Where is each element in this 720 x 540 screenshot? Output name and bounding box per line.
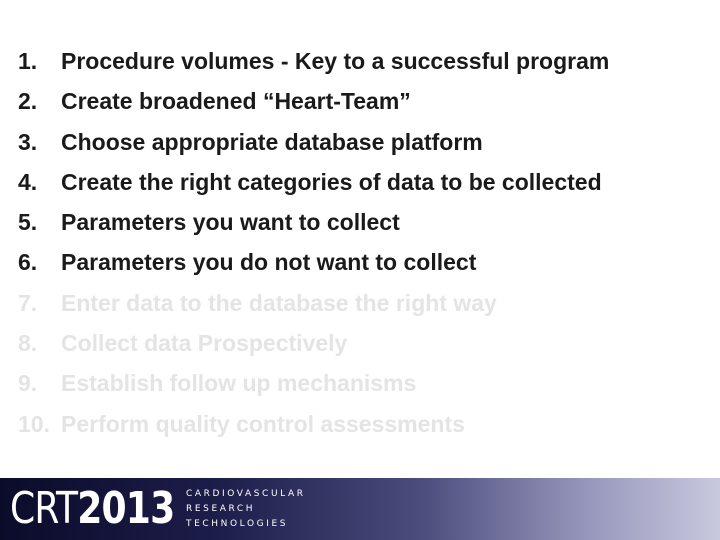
item-number: 8. <box>18 330 38 357</box>
item-text: Parameters you want to collect <box>61 209 400 236</box>
item-number: 10. <box>18 410 50 437</box>
item-number: 5. <box>18 209 38 236</box>
item-number: 1. <box>18 48 38 74</box>
item-number: 2. <box>18 88 38 115</box>
item-text: Procedure volumes - Key to a successful program <box>61 48 610 74</box>
list-item <box>18 129 708 169</box>
tagline <box>186 487 306 532</box>
item-text: Choose appropriate database platform <box>61 128 483 155</box>
list-item <box>18 290 708 330</box>
item-number: 7. <box>18 289 38 316</box>
list-item <box>18 88 708 128</box>
crt-logo <box>10 484 174 534</box>
list-item <box>18 48 708 88</box>
item-number: 3. <box>18 128 38 155</box>
item-text: Establish follow up mechanisms <box>61 370 417 397</box>
item-number: 6. <box>18 249 38 276</box>
tagline-line: RESEARCH <box>186 504 256 514</box>
item-text: Create the right categories of data to be collected <box>61 168 602 195</box>
list-item <box>18 209 708 249</box>
tagline-line: TECHNOLOGIES <box>186 519 289 529</box>
item-number: 9. <box>18 370 38 397</box>
item-text: Create broadened “Heart-Team” <box>61 88 411 115</box>
item-text: Enter data to the database the right way <box>61 289 497 316</box>
logo-crt: CRT <box>10 483 78 534</box>
logo-year: 2013 <box>77 483 175 534</box>
item-number: 4. <box>18 168 38 195</box>
agenda-list <box>18 48 708 451</box>
item-text: Collect data Prospectively <box>61 330 348 357</box>
item-text: Perform quality control assessments <box>61 410 465 437</box>
list-item <box>18 330 708 370</box>
list-item <box>18 370 708 410</box>
footer-banner <box>0 478 720 540</box>
item-text: Parameters you do not want to collect <box>61 249 477 276</box>
list-item <box>18 249 708 289</box>
list-item <box>18 411 708 451</box>
list-item <box>18 169 708 209</box>
tagline-line: CARDIOVASCULAR <box>186 489 306 499</box>
